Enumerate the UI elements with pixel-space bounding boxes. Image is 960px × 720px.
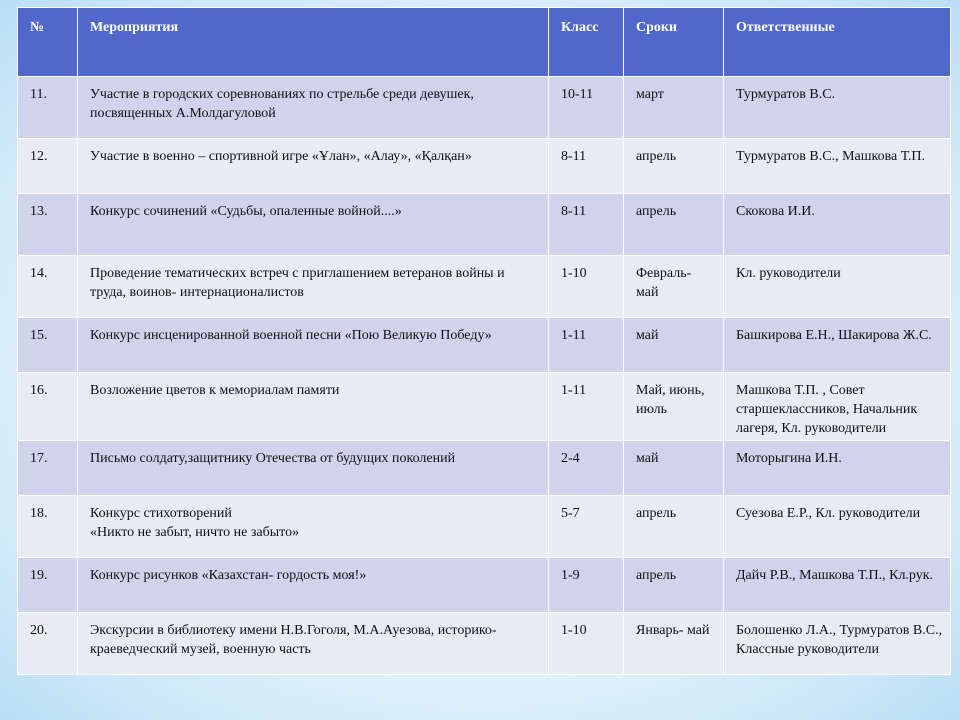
row-term: апрель [624,496,724,558]
row-grade: 5-7 [549,496,624,558]
row-responsible: Кл. руководители [724,256,951,318]
header-term: Сроки [624,8,724,77]
row-term: апрель [624,139,724,194]
table-row [18,558,951,613]
row-event: Проведение тематических встреч с приглашением ветеранов войны и труда, воинов- интернационалистов [78,256,549,318]
row-grade: 1-11 [549,318,624,373]
row-number: 17. [18,441,78,496]
row-grade: 1-10 [549,256,624,318]
row-term: апрель [624,194,724,256]
row-grade: 8-11 [549,139,624,194]
table-row [18,613,951,675]
row-number: 11. [18,77,78,139]
events-table-container [17,7,950,707]
row-number: 19. [18,558,78,613]
row-responsible: Машкова Т.П. , Совет старшеклассников, Начальник лагеря, Кл. руководители [724,373,951,441]
row-grade: 10-11 [549,77,624,139]
row-responsible: Моторыгина И.Н. [724,441,951,496]
row-term: Январь- май [624,613,724,675]
row-term: март [624,77,724,139]
row-number: 18. [18,496,78,558]
row-term: Май, июнь, июль [624,373,724,441]
row-term: Февраль- май [624,256,724,318]
table-row [18,194,951,256]
table-row [18,256,951,318]
row-term: апрель [624,558,724,613]
row-event: Конкурс сочинений «Судьбы, опаленные войной....» [78,194,549,256]
row-number: 15. [18,318,78,373]
row-number: 16. [18,373,78,441]
header-responsible: Ответственные [724,8,951,77]
row-responsible: Турмуратов В.С., Машкова Т.П. [724,139,951,194]
table-row [18,139,951,194]
row-grade: 1-11 [549,373,624,441]
row-event: Участие в военно – спортивной игре «Ұлан», «Алау», «Қалқан» [78,139,549,194]
row-grade: 1-10 [549,613,624,675]
header-event: Мероприятия [78,8,549,77]
table-row [18,373,951,441]
row-number: 14. [18,256,78,318]
row-term: май [624,318,724,373]
row-grade: 2-4 [549,441,624,496]
row-event: Конкурс инсценированной военной песни «Пою Великую Победу» [78,318,549,373]
table-row [18,441,951,496]
row-number: 20. [18,613,78,675]
table-row [18,318,951,373]
row-event: Экскурсии в библиотеку имени Н.В.Гоголя, М.А.Ауезова, историко- краеведческий музей, военную часть [78,613,549,675]
row-event: Участие в городских соревнованиях по стрельбе среди девушек, посвященных А.Молдагуловой [78,77,549,139]
events-table [17,7,951,675]
row-responsible: Болошенко Л.А., Турмуратов В.С., Классные руководители [724,613,951,675]
row-responsible: Дайч Р.В., Машкова Т.П., Кл.рук. [724,558,951,613]
row-event: Письмо солдату,защитнику Отечества от будущих поколений [78,441,549,496]
row-responsible: Турмуратов В.С. [724,77,951,139]
table-row [18,77,951,139]
header-grade: Класс [549,8,624,77]
row-number: 12. [18,139,78,194]
row-number: 13. [18,194,78,256]
row-event: Конкурс рисунков «Казахстан- гордость моя!» [78,558,549,613]
row-grade: 8-11 [549,194,624,256]
table-row [18,496,951,558]
row-responsible: Башкирова Е.Н., Шакирова Ж.С. [724,318,951,373]
header-number: № [18,8,78,77]
table-header-row [18,8,951,77]
row-event: Конкурс стихотворений «Никто не забыт, ничто не забыто» [78,496,549,558]
row-term: май [624,441,724,496]
row-responsible: Скокова И.И. [724,194,951,256]
row-grade: 1-9 [549,558,624,613]
row-event: Возложение цветов к мемориалам памяти [78,373,549,441]
row-responsible: Суезова Е.Р., Кл. руководители [724,496,951,558]
